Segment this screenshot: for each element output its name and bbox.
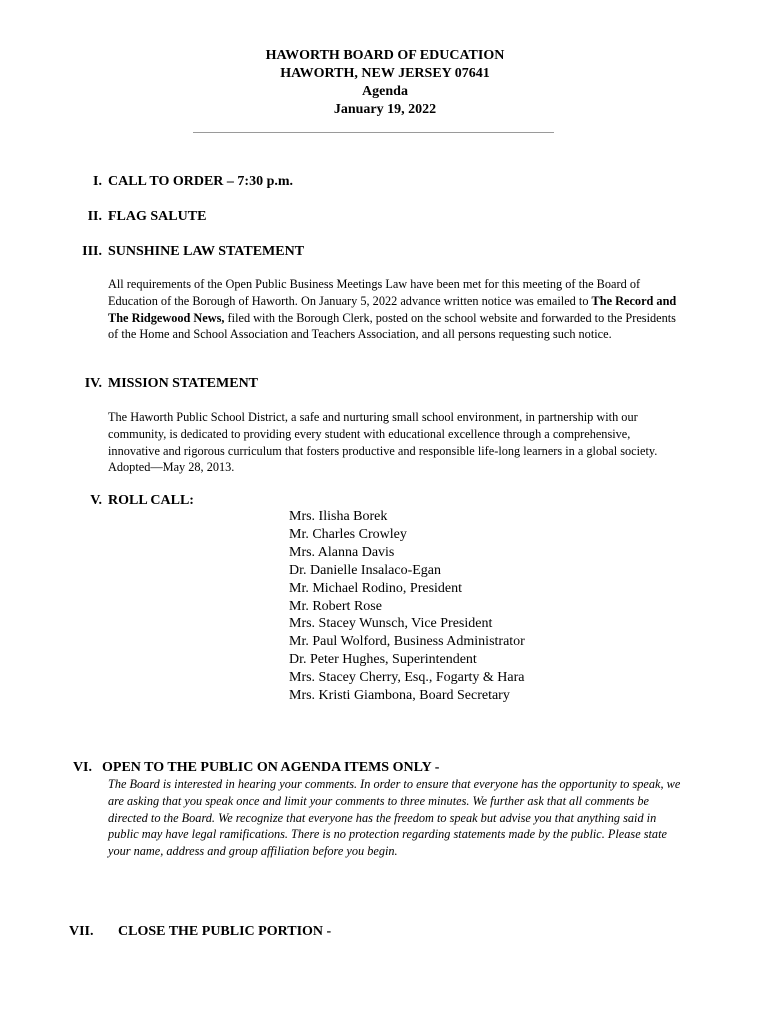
section-number: I. — [93, 174, 102, 189]
roll-call-name: Mrs. Ilisha Borek — [289, 509, 388, 524]
section-number: V. — [90, 493, 102, 508]
document-type: Agenda — [362, 84, 408, 99]
roll-call-name: Mr. Michael Rodino, President — [289, 580, 463, 596]
section-title: CALL TO ORDER – 7:30 p.m. — [108, 174, 294, 189]
roll-call-name: Dr. Danielle Insalaco-Egan — [289, 562, 441, 578]
roll-call-name: Mr. Charles Crowley — [289, 526, 407, 542]
section-sunshine-law — [82, 243, 305, 261]
section-flag-salute — [87, 208, 207, 226]
board-location: HAWORTH, NEW JERSEY 07641 — [280, 66, 490, 81]
board-name: HAWORTH BOARD OF EDUCATION — [265, 48, 505, 63]
section-number: IV. — [84, 376, 102, 391]
section-title: SUNSHINE LAW STATEMENT — [108, 244, 305, 259]
roll-call-name: Mrs. Stacey Wunsch, Vice President — [289, 616, 493, 632]
document-header — [0, 47, 770, 119]
section-call-to-order — [93, 173, 294, 191]
section-number-close-public: VII. — [69, 924, 94, 939]
section-roll-call — [90, 492, 194, 510]
section-number: VI. — [72, 760, 92, 775]
sunshine-law-paragraph — [108, 276, 678, 343]
header-divider — [193, 132, 554, 133]
sunshine-text-part1: All requirements of the Open Public Business Meetings Law have been met for this meeting of the Board of Education of the Borough of Haworth. On January 5, 2022 advance written notice was emailed to — [108, 277, 641, 308]
roll-call-name: Mrs. Kristi Giambona, Board Secretary — [289, 688, 510, 704]
public-comment-paragraph — [108, 776, 688, 860]
section-title: MISSION STATEMENT — [108, 376, 259, 391]
section-mission-statement — [84, 375, 259, 393]
newspaper-names: The Record and The Ridgewood News, — [108, 293, 677, 325]
roll-call-list — [289, 508, 525, 705]
roll-call-name: Dr. Peter Hughes, Superintendent — [289, 652, 477, 668]
roll-call-name: Mrs. Stacey Cherry, Esq., Fogarty & Hara — [289, 670, 525, 686]
sunshine-text-part2: filed with the Borough Clerk, posted on the school website and forwarded to the Presidents of the Home and School Association and Teachers Association, and all persons requesting such notice. — [108, 310, 676, 342]
section-title: OPEN TO THE PUBLIC ON AGENDA ITEMS ONLY - — [102, 760, 440, 775]
roll-call-name: Mr. Robert Rose — [289, 598, 382, 614]
roll-call-name: Mrs. Alanna Davis — [289, 544, 395, 560]
meeting-date: January 19, 2022 — [333, 102, 437, 117]
section-title: ROLL CALL: — [108, 493, 194, 508]
public-comment-text: The Board is interested in hearing your comments. In order to ensure that everyone has the opportunity to speak, we are asking that you speak once and limit your comments to three minutes. We further ask that all comments be directed to the Board. We recognize that everyone has the freedom to speak but advise you that anything said in public may have legal ramifications. There is no protection regarding statements made by the public. Please state your name, address and group affiliation before you begin. — [108, 777, 681, 859]
roll-call-name: Mr. Paul Wolford, Business Administrator — [289, 634, 525, 650]
section-number: III. — [82, 244, 102, 259]
mission-text: The Haworth Public School District, a safe and nurturing small school environment, in partnership with our community, is dedicated to providing every student with educational excellence through a comprehensive, innovative and rigorous curriculum that fosters productive and responsible life-long learners in a global society. Adopted—May 28, 2013. — [108, 410, 658, 475]
section-number: II. — [87, 209, 102, 224]
section-open-to-public — [72, 759, 440, 777]
section-close-public-portion: CLOSE THE PUBLIC PORTION - — [118, 924, 332, 939]
mission-paragraph — [108, 409, 678, 476]
section-title: FLAG SALUTE — [108, 209, 207, 224]
